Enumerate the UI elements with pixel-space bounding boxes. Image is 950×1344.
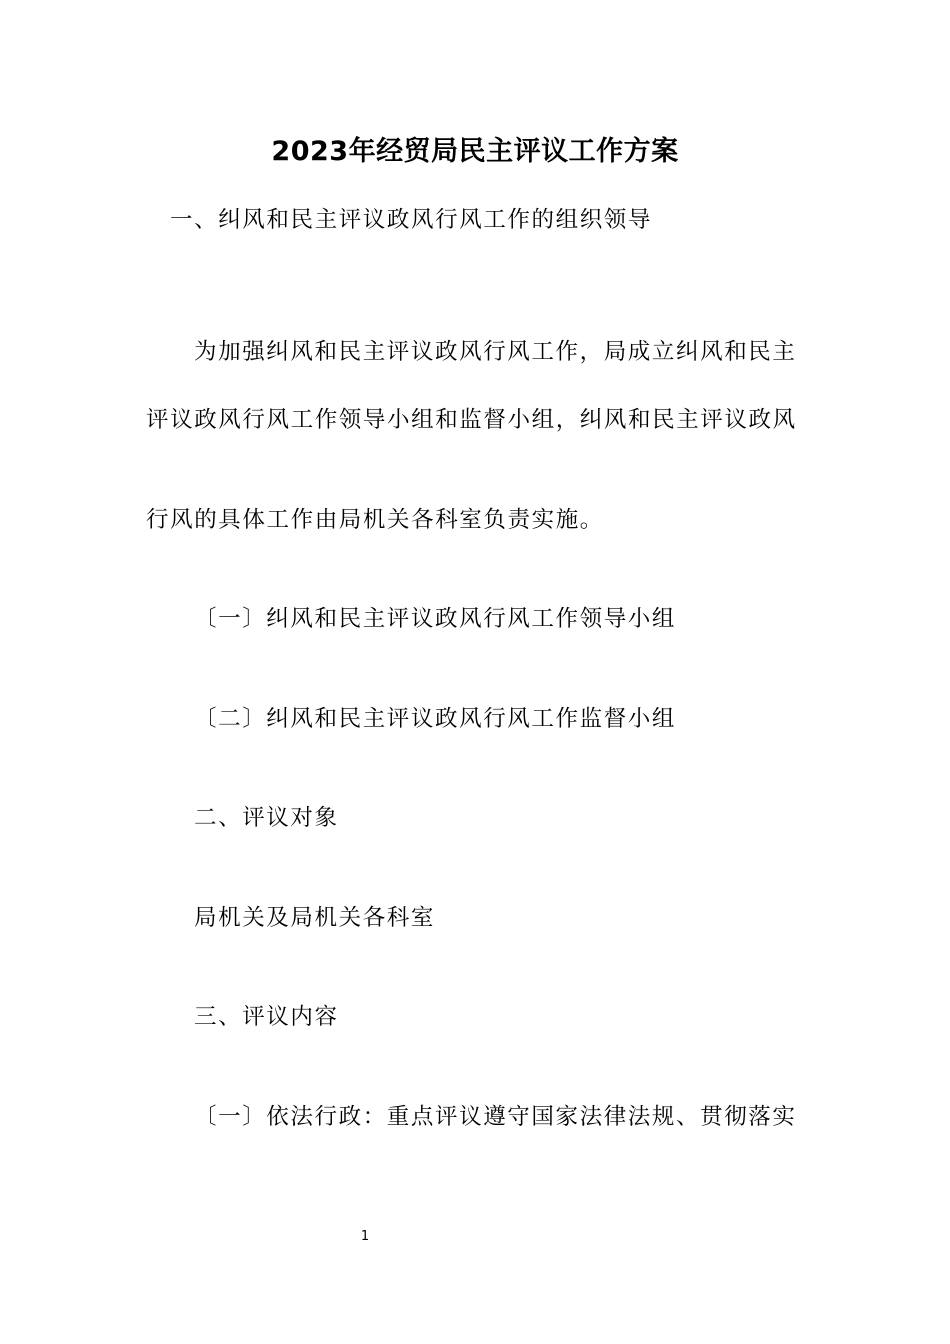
paragraph-line: 为加强纠风和民主评议政风行风工作，局成立纠风和民主 (194, 339, 797, 365)
paragraph-line: 评议政风行风工作领导小组和监督小组，纠风和民主评议政风 (146, 407, 797, 433)
paragraph-line: 行风的具体工作由局机关各科室负责实施。 (146, 507, 604, 533)
document-title: 2023年经贸局民主评议工作方案 (271, 136, 679, 167)
section-heading-2: 二、评议对象 (194, 805, 339, 831)
paragraph-line: 局机关及局机关各科室 (194, 905, 436, 931)
page-number: 1 (360, 1229, 370, 1244)
subsection-heading-2: 〔二〕纠风和民主评议政风行风工作监督小组 (194, 706, 677, 732)
paragraph-line: 〔一〕依法行政：重点评议遵守国家法律法规、贯彻落实 (194, 1104, 797, 1130)
section-heading-1: 一、纠风和民主评议政风行风工作的组织领导 (170, 207, 653, 233)
section-heading-3: 三、评议内容 (194, 1004, 339, 1030)
subsection-heading-1: 〔一〕纠风和民主评议政风行风工作领导小组 (194, 606, 677, 632)
